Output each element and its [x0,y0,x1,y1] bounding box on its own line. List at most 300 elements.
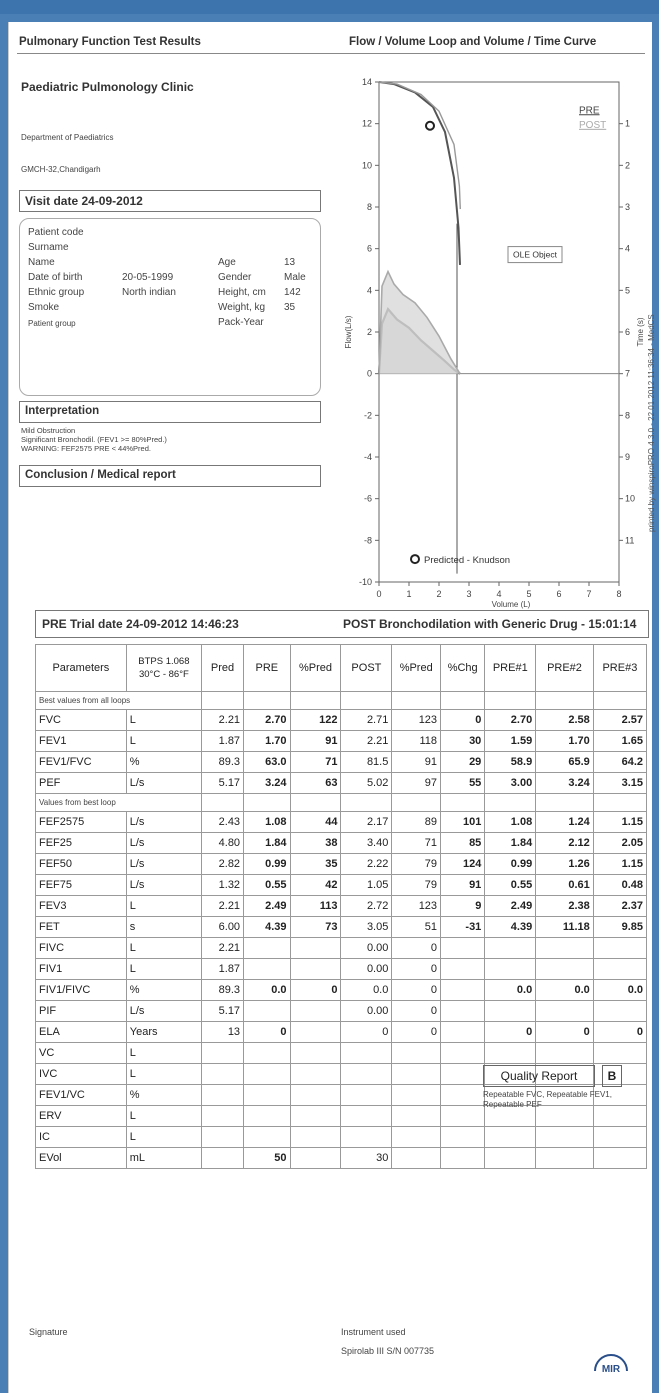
table-cell [290,794,341,812]
table-cell: 0.55 [244,875,290,896]
label-gender: Gender [218,272,252,283]
table-cell [244,1127,290,1148]
table-cell: 0 [341,1022,392,1043]
x-tick-label: 7 [586,589,592,599]
value-height: 142 [284,287,301,298]
table-cell: 79 [392,854,441,875]
table-cell: 71 [392,833,441,854]
table-cell: 118 [392,731,441,752]
table-cell: 123 [392,896,441,917]
table-cell: 1.65 [593,731,646,752]
table-row [36,980,647,1001]
label-weight: Weight, kg [218,302,266,313]
table-cell: EVol [36,1148,127,1169]
table-cell [536,938,594,959]
table-cell [392,1106,441,1127]
table-cell: 0 [244,1022,290,1043]
table-cell: 0.61 [536,875,594,896]
table-cell [593,794,646,812]
table-cell: 2.72 [341,896,392,917]
table-cell [290,1127,341,1148]
volume-time-line-pre [379,82,460,265]
table-cell [290,1085,341,1106]
table-cell: 58.9 [485,752,536,773]
table-cell: 1.15 [593,812,646,833]
table-cell [441,1043,485,1064]
table-cell: -31 [441,917,485,938]
visit-date: Visit date 24-09-2012 [25,194,143,208]
top-bar [0,0,659,14]
table-cell [290,938,341,959]
table-cell [290,692,341,710]
table-cell: 2.37 [593,896,646,917]
table-cell [202,1085,244,1106]
mir-logo-text: MIR [601,1364,621,1375]
table-cell: 91 [441,875,485,896]
clinic-name: Paediatric Pulmonology Clinic [21,80,194,94]
table-cell: 2.82 [202,854,244,875]
table-section-row [36,692,647,710]
table-cell [290,959,341,980]
table-header-cell: POST [341,645,392,692]
table-row [36,875,647,896]
table-cell: 0.0 [593,980,646,1001]
table-cell: L [126,938,201,959]
table-row [36,1148,647,1169]
table-cell: 1.08 [244,812,290,833]
x-tick-label: 2 [436,589,442,599]
y2-tick-label: 6 [625,327,631,337]
predicted-point [426,122,434,130]
table-cell: 38 [290,833,341,854]
table-cell: VC [36,1043,127,1064]
table-cell: 124 [441,854,485,875]
table-cell [593,1001,646,1022]
table-cell: 4.39 [485,917,536,938]
table-cell: 0.00 [341,1001,392,1022]
label-surname: Surname [28,242,69,253]
table-cell [244,938,290,959]
table-cell: % [126,752,201,773]
chart-title: Flow / Volume Loop and Volume / Time Curve [349,36,597,48]
y2-axis-label: Time (s) [636,317,645,347]
table-cell: 1.84 [485,833,536,854]
table-cell: 50 [244,1148,290,1169]
table-cell [290,1001,341,1022]
table-cell [202,1064,244,1085]
table-cell [536,794,594,812]
table-cell: 29 [441,752,485,773]
table-cell: 0.99 [485,854,536,875]
table-cell [485,1148,536,1169]
y-tick-label: -6 [363,493,372,504]
table-cell: L/s [126,812,201,833]
y2-tick-label: 7 [625,368,631,379]
table-cell: % [126,980,201,1001]
y-tick-label: 14 [361,77,372,87]
table-cell [202,794,244,812]
label-ethnic: Ethnic group [28,287,85,298]
table-cell [485,1127,536,1148]
table-cell: 30 [441,731,485,752]
table-cell: 35 [290,854,341,875]
table-cell: 1.59 [485,731,536,752]
table-cell: 0.0 [485,980,536,1001]
x-tick-label: 5 [526,589,532,599]
table-cell: 91 [290,731,341,752]
table-cell: 44 [290,812,341,833]
table-cell [244,959,290,980]
table-cell: 51 [392,917,441,938]
table-cell: 2.58 [536,710,594,731]
y2-tick-label: 9 [625,452,631,462]
table-cell [202,692,244,710]
label-age: Age [218,257,236,268]
table-cell [441,980,485,1001]
table-cell: FIV1/FIVC [36,980,127,1001]
table-cell: L/s [126,773,201,794]
y2-tick-label: 8 [625,410,631,421]
table-cell [290,1043,341,1064]
table-cell: 79 [392,875,441,896]
table-cell: 2.49 [244,896,290,917]
table-cell [392,1043,441,1064]
predicted-legend-label: Predicted - Knudson [424,555,511,567]
label-pack-year: Pack-Year [218,317,264,328]
table-cell [341,1127,392,1148]
table-cell: 0.0 [244,980,290,1001]
table-cell: FEV1/FVC [36,752,127,773]
y-tick-label: 4 [366,285,372,296]
table-cell: 89 [392,812,441,833]
table-cell [593,938,646,959]
x-tick-label: 6 [556,589,562,599]
table-cell: 42 [290,875,341,896]
table-row [36,959,647,980]
value-ethnic: North indian [122,287,176,298]
table-cell: 3.24 [244,773,290,794]
signature-label: Signature [29,1327,68,1337]
table-cell [202,1043,244,1064]
patient-info-box [19,218,321,396]
table-cell: 85 [441,833,485,854]
table-cell: FEF50 [36,854,127,875]
header-divider [17,53,645,54]
table-cell: 1.87 [202,959,244,980]
table-cell: L [126,1064,201,1085]
table-cell [341,692,392,710]
conclusion-box [19,465,321,487]
table-cell: 30 [341,1148,392,1169]
table-cell: 71 [290,752,341,773]
y2-tick-label: 4 [625,243,631,254]
table-cell: 0.55 [485,875,536,896]
table-cell: 2.22 [341,854,392,875]
table-cell: L [126,959,201,980]
table-cell: 1.87 [202,731,244,752]
table-cell: mL [126,1148,201,1169]
y2-tick-label: 1 [625,118,631,129]
pre-trial-date: PRE Trial date 24-09-2012 14:46:23 [42,617,239,631]
table-cell: L [126,1043,201,1064]
table-cell: 113 [290,896,341,917]
table-cell [392,1148,441,1169]
table-cell [341,1085,392,1106]
table-cell [341,1043,392,1064]
table-cell: 0.00 [341,959,392,980]
table-cell [392,692,441,710]
table-cell: 3.15 [593,773,646,794]
table-cell: ERV [36,1106,127,1127]
table-cell [593,692,646,710]
y2-tick-label: 3 [625,202,631,212]
table-cell: 9 [441,896,485,917]
table-cell [536,1001,594,1022]
table-cell: 3.05 [341,917,392,938]
table-row [36,710,647,731]
y2-tick-label: 2 [625,160,631,171]
table-cell [593,1148,646,1169]
table-cell: L/s [126,854,201,875]
table-cell: 1.70 [244,731,290,752]
table-cell: L [126,710,201,731]
table-cell: 2.57 [593,710,646,731]
table-cell [244,1064,290,1085]
y2-tick-label: 5 [625,285,631,296]
table-row [36,812,647,833]
table-cell: FIVC [36,938,127,959]
table-header-cell: PRE#3 [593,645,646,692]
table-cell [244,1106,290,1127]
table-row [36,854,647,875]
table-cell: 3.40 [341,833,392,854]
table-cell: 1.08 [485,812,536,833]
table-cell: 2.21 [341,731,392,752]
report-title: Pulmonary Function Test Results [19,36,201,48]
table-cell: FEF2575 [36,812,127,833]
table-cell: 81.5 [341,752,392,773]
table-cell [244,692,290,710]
table-cell [290,1022,341,1043]
table-section-label: Values from best loop [36,794,202,812]
value-age: 13 [284,257,296,268]
interpretation-line: WARNING: FEF2575 PRE < 44%Pred. [21,444,151,453]
table-cell: 13 [202,1022,244,1043]
table-row [36,1043,647,1064]
table-cell [392,794,441,812]
table-cell [202,1148,244,1169]
table-cell: FIV1 [36,959,127,980]
table-cell: 3.00 [485,773,536,794]
table-header-row [36,645,647,692]
table-cell: FEV3 [36,896,127,917]
quality-grade-badge: B [602,1065,622,1087]
conclusion-title: Conclusion / Medical report [25,469,176,481]
table-header-cell: Parameters [36,645,127,692]
x-axis-label: Volume (L) [491,600,531,609]
y2-tick-label: 10 [625,493,636,504]
table-cell: 0 [392,980,441,1001]
table-cell: L/s [126,875,201,896]
table-cell [593,1127,646,1148]
table-cell [536,959,594,980]
x-tick-label: 0 [376,589,382,599]
table-cell [392,1064,441,1085]
table-cell: 4.80 [202,833,244,854]
table-cell [341,1106,392,1127]
quality-text: Repeatable FVC, Repeatable FEV1, Repeatable PEF [483,1090,612,1109]
table-cell [441,692,485,710]
table-cell [341,1064,392,1085]
table-header-cell: Pred [202,645,244,692]
table-row [36,896,647,917]
table-cell: 5.17 [202,1001,244,1022]
y-axis-label: Flow(L/s) [344,315,353,349]
label-name: Name [28,257,55,268]
table-cell: 11.18 [536,917,594,938]
table-cell: 3.24 [536,773,594,794]
quality-report-button[interactable]: Quality Report [483,1065,595,1087]
table-cell: 0.0 [341,980,392,1001]
legend-pre: PRE [579,105,600,117]
table-cell: FEF25 [36,833,127,854]
table-header-cell: %Pred [290,645,341,692]
table-cell: 5.02 [341,773,392,794]
department: Department of Paediatrics [21,133,114,142]
table-cell [441,1148,485,1169]
table-cell: 2.21 [202,896,244,917]
predicted-legend-marker [411,555,419,563]
report-sheet [8,22,656,1393]
table-header-cell: PRE#1 [485,645,536,692]
table-cell: 65.9 [536,752,594,773]
table-cell: 0 [485,1022,536,1043]
table-cell: 2.05 [593,833,646,854]
table-cell: 55 [441,773,485,794]
value-weight: 35 [284,302,296,313]
table-cell [536,1127,594,1148]
y-tick-label: 10 [361,160,372,171]
table-cell [485,959,536,980]
y2-tick-label: 11 [625,535,635,546]
y-tick-label: 8 [366,202,372,212]
table-cell: 63 [290,773,341,794]
table-cell: 0 [290,980,341,1001]
table-cell: 2.12 [536,833,594,854]
table-cell [441,1022,485,1043]
table-cell [536,1043,594,1064]
table-row [36,773,647,794]
table-header-cell: %Chg [441,645,485,692]
table-cell: 97 [392,773,441,794]
table-cell: 101 [441,812,485,833]
table-cell: 2.49 [485,896,536,917]
table-cell: 2.70 [485,710,536,731]
table-cell: 123 [392,710,441,731]
table-row [36,1127,647,1148]
table-cell: 2.38 [536,896,594,917]
table-cell [536,692,594,710]
table-cell: 0 [392,1001,441,1022]
table-cell: FET [36,917,127,938]
table-cell: 0 [593,1022,646,1043]
table-cell: 0 [441,710,485,731]
table-cell: 1.05 [341,875,392,896]
table-cell: 2.43 [202,812,244,833]
label-patient-group: Patient group [28,319,76,328]
trial-header [35,610,649,638]
table-cell [392,1127,441,1148]
table-cell: s [126,917,201,938]
table-section-row [36,794,647,812]
table-cell: 2.21 [202,938,244,959]
ole-object-label: OLE Object [513,249,557,260]
table-cell [441,1064,485,1085]
table-cell [441,1127,485,1148]
table-cell: 0 [536,1022,594,1043]
table-cell: 9.85 [593,917,646,938]
table-cell: 0.99 [244,854,290,875]
table-cell [485,794,536,812]
value-gender: Male [284,272,306,283]
table-header-cell: BTPS 1.068 30°C - 86°F [126,645,201,692]
x-tick-label: 3 [466,589,472,599]
table-cell [341,794,392,812]
value-dob: 20-05-1999 [122,272,174,283]
side-print-info: printed by winspiroPRO 4.3.0 - 22.01.2012 11:36:34 - MedCS [647,314,656,532]
y-tick-label: 12 [361,118,372,129]
table-cell: FVC [36,710,127,731]
legend-post: POST [579,119,607,131]
interpretation-title: Interpretation [25,405,100,417]
table-cell [244,1043,290,1064]
table-section-label: Best values from all loops [36,692,202,710]
table-cell: 2.17 [341,812,392,833]
table-cell: 1.26 [536,854,594,875]
table-cell [485,1001,536,1022]
table-cell [202,1106,244,1127]
label-smoke: Smoke [28,302,60,313]
table-cell: ELA [36,1022,127,1043]
table-cell: 6.00 [202,917,244,938]
table-cell [290,1148,341,1169]
y-tick-label: -10 [358,577,372,587]
table-cell: 2.21 [202,710,244,731]
table-cell [244,794,290,812]
table-cell [441,959,485,980]
y-tick-label: -4 [363,452,372,462]
table-cell: 63.0 [244,752,290,773]
x-tick-label: 8 [616,589,622,599]
post-bronchodilation: POST Bronchodilation with Generic Drug - 15:01:14 [343,617,637,631]
x-tick-label: 4 [496,589,502,599]
table-header-cell: PRE [244,645,290,692]
table-cell: 1.70 [536,731,594,752]
label-patient-code: Patient code [28,227,84,238]
y-tick-label: 6 [366,243,372,254]
table-cell: L [126,896,201,917]
table-cell [290,1064,341,1085]
table-row [36,833,647,854]
table-cell [244,1001,290,1022]
table-header-cell: PRE#2 [536,645,594,692]
table-row [36,1022,647,1043]
table-cell: 0 [392,938,441,959]
table-cell [392,1085,441,1106]
table-cell: L [126,1127,201,1148]
table-row [36,917,647,938]
table-cell: 122 [290,710,341,731]
